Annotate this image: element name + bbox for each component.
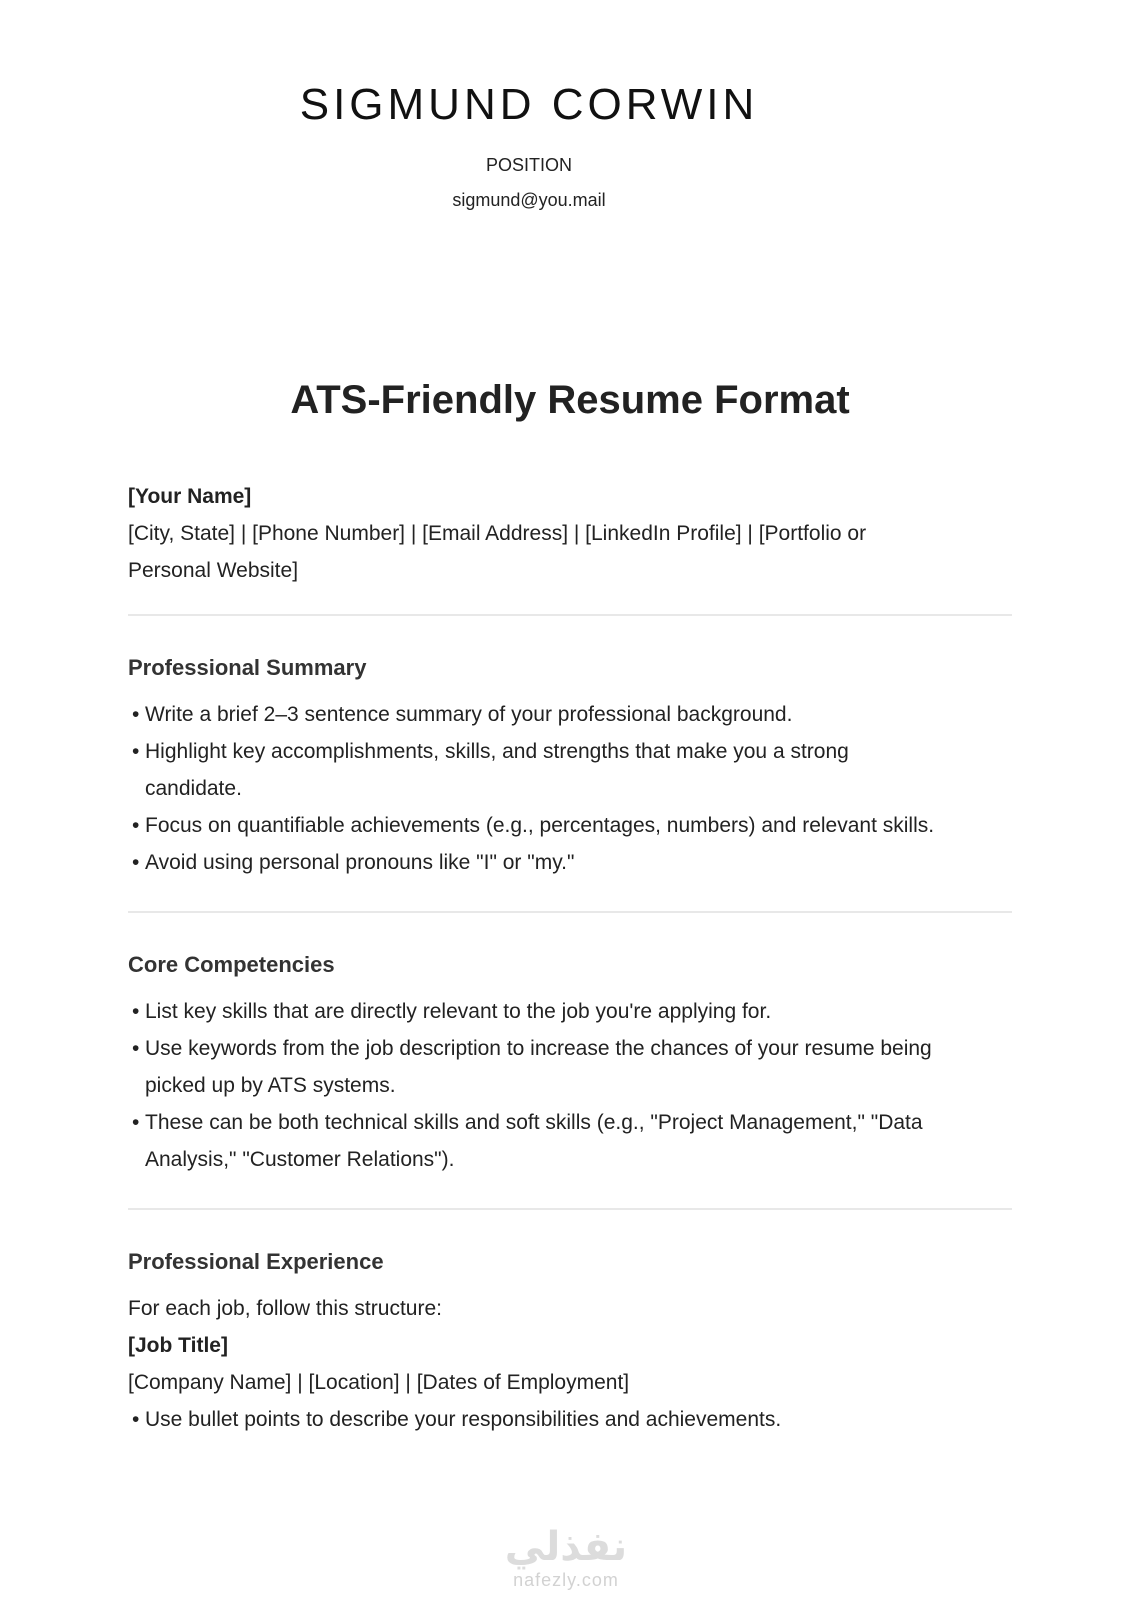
bullet-dot: • [132, 1408, 140, 1431]
job-title-placeholder: [Job Title] [128, 1334, 228, 1357]
bullet-text-line: Use bullet points to describe your responsibilities and achievements. [145, 1408, 782, 1431]
watermark-url: nafezly.com [513, 1570, 619, 1590]
summary-heading: Professional Summary [128, 655, 367, 680]
bullet-text-line: These can be both technical skills and soft skills (e.g., "Project Management," "Data [145, 1111, 923, 1134]
bullet-dot: • [132, 740, 140, 763]
bullet-dot: • [132, 703, 140, 726]
document-title: ATS-Friendly Resume Format [290, 378, 850, 422]
bullet-item [128, 993, 1010, 1030]
contact-name-placeholder: [Your Name] [128, 485, 252, 508]
bullet-dot: • [132, 1111, 140, 1134]
competencies-bullet-list [128, 993, 1010, 1178]
bullet-dot: • [132, 851, 140, 874]
experience-bullet-list [128, 1401, 1010, 1438]
watermark [0, 1525, 1132, 1591]
header-name: SIGMUND CORWIN [299, 80, 759, 129]
bullet-text-line: Highlight key accomplishments, skills, and strengths that make you a strong [145, 740, 849, 763]
contact-line-2: Personal Website] [128, 559, 299, 582]
resume-content [128, 478, 1010, 1438]
header-position: POSITION [485, 155, 572, 175]
bullet-text-line: Write a brief 2–3 sentence summary of your professional background. [145, 703, 793, 726]
bullet-text-line: candidate. [145, 777, 242, 800]
bullet-item [128, 844, 1010, 881]
bullet-text-line: Focus on quantifiable achievements (e.g., percentages, numbers) and relevant skills. [145, 814, 935, 837]
bullet-text-line: List key skills that are directly relevant to the job you're applying for. [145, 1000, 772, 1023]
bullet-text-line: Use keywords from the job description to increase the chances of your resume being [145, 1037, 932, 1060]
bullet-item [128, 1030, 1010, 1104]
bullet-item [128, 696, 1010, 733]
bullet-text-line: Avoid using personal pronouns like "I" or "my." [145, 851, 575, 874]
bullet-text-line: picked up by ATS systems. [145, 1074, 396, 1097]
bullet-dot: • [132, 814, 140, 837]
watermark-logo: نفذلي [504, 1524, 628, 1570]
experience-intro: For each job, follow this structure: [128, 1297, 442, 1320]
header-email: sigmund@you.mail [452, 190, 606, 210]
company-line: [Company Name] | [Location] | [Dates of Employment] [128, 1371, 630, 1394]
bullet-item [128, 733, 1010, 807]
bullet-text-line: Analysis," "Customer Relations"). [145, 1148, 455, 1171]
summary-bullet-list [128, 696, 1010, 881]
competencies-heading: Core Competencies [128, 952, 335, 977]
bullet-item [128, 1401, 1010, 1438]
bullet-dot: • [132, 1037, 140, 1060]
experience-heading: Professional Experience [128, 1249, 384, 1274]
bullet-item [128, 807, 1010, 844]
contact-line-1: [City, State] | [Phone Number] | [Email Address] | [LinkedIn Profile] | [Portfolio or [128, 522, 867, 545]
bullet-dot: • [132, 1000, 140, 1023]
bullet-item [128, 1104, 1010, 1178]
